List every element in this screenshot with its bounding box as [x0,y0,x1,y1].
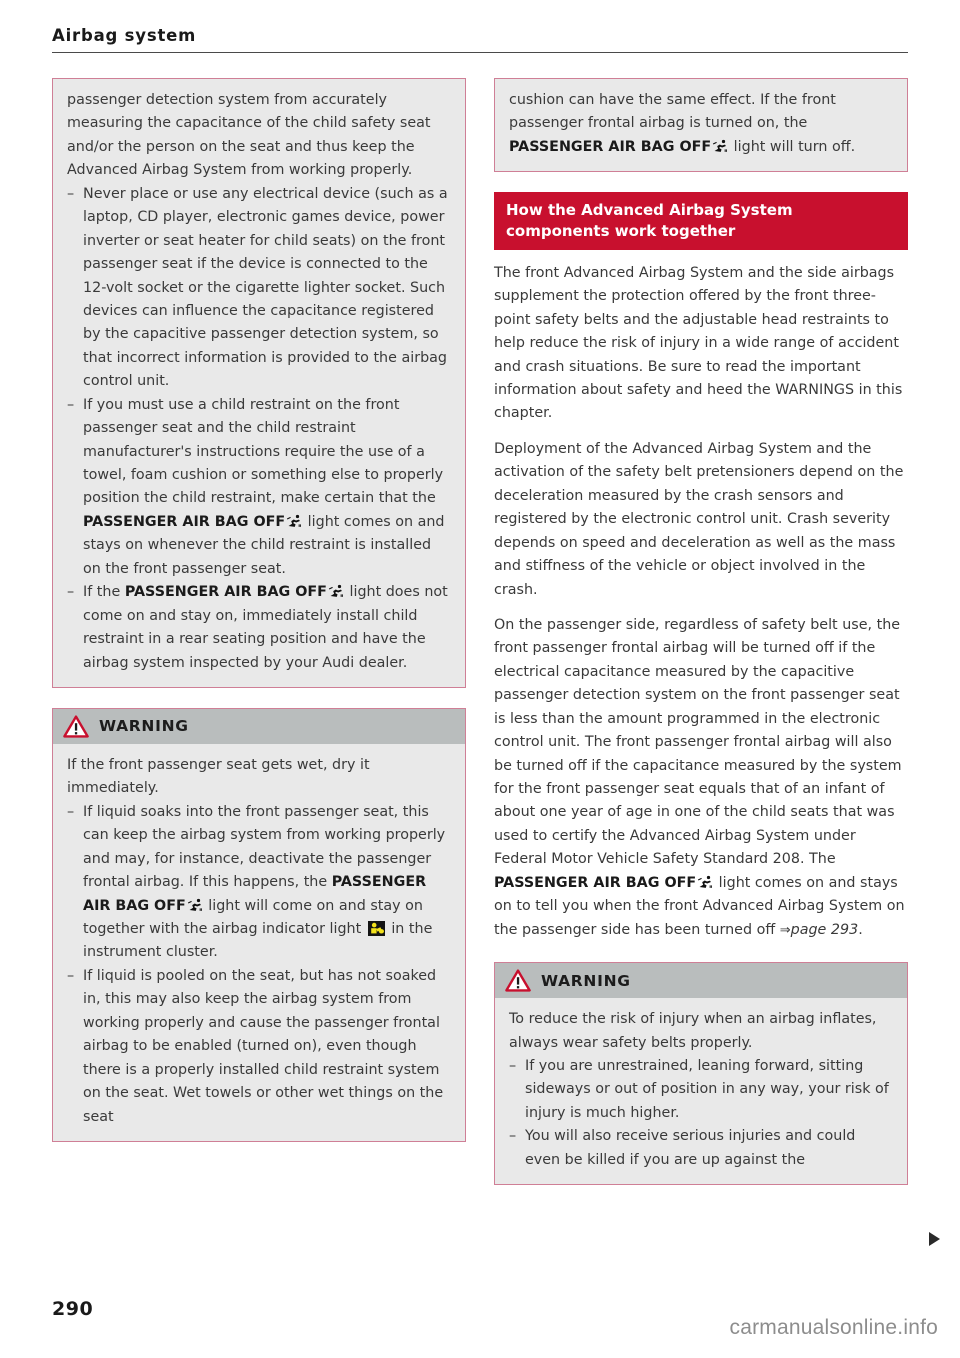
note-bullet-3-text [83,581,451,675]
note-box-body [53,79,465,687]
warning-right-bullet-2 [509,1125,893,1172]
note-box-right-body [495,79,907,171]
warning-header [495,963,907,998]
spacer [52,688,466,708]
note-bullet-3-post: light does not come on and stay on, immediately install child restraint in a rear seating position and have the airbag system inspected by your Audi dealer. [83,584,448,671]
note-right-pre: cushion can have the same effect. If the front passenger frontal airbag is turned on, the [509,92,836,132]
note-bullet-1 [67,183,451,394]
note-intro-paragraph: passenger detection system from accurately measuring the capacitance of the child safety seat and/or the person on the seat and thus keep the Advanced Airbag System from working properly. [67,92,431,179]
warning-intro: If the front passenger seat gets wet, dry it immediately. [67,756,370,797]
note-bullet-2-pre: If you must use a child restraint on the front passenger seat and the child restraint manufacturer's instructions require the use of a towel, foam cushion or something else to properly position the child restraint, make certain that the [83,396,444,507]
dash-marker: – [509,1128,517,1145]
note-box-continued [52,78,466,688]
left-column [52,78,466,1185]
note-bullet-2-post: light comes on and stays on whenever the child restraint is installed on the front passenger seat. [83,513,445,577]
two-column-layout [52,78,908,1185]
header-rule [52,52,908,53]
dash-marker: – [509,1057,517,1074]
site-watermark: carmanualsonline.info [729,1316,938,1339]
warning-box-left [52,708,466,1142]
body-paragraph-1: The front Advanced Airbag System and the side airbags supplement the protection offered by the front three-point safety belts and the adjustable head restraints to help reduce the risk of injury in a wide range of accident and crash situations. Be sure to read the important information about safety and heed the WARNINGS in this chapter. [494,264,903,422]
pabo-label: PASSENGER AIR BAG OFF [494,874,697,891]
note-right-paragraph [509,89,893,159]
pabo-label: PASSENGER AIR BAG OFF [509,138,712,155]
right-column [494,78,908,1185]
pabo-label: PASSENGER AIR BAG OFF [83,513,286,530]
dash-marker: – [67,396,75,413]
section-heading-bar: How the Advanced Airbag System components work together [494,192,908,250]
continuation-arrow-icon [929,1232,940,1246]
reference-arrow-icon: ⇒ [779,922,791,938]
passenger-airbag-off-icon [328,583,344,597]
passenger-airbag-off-icon [187,897,203,911]
warning-box-right-body [495,998,907,1184]
spacer [494,172,908,192]
pabo-label: PASSENGER AIR BAG OFF [124,584,327,601]
note-box-continued-right [494,78,908,172]
pabo-label: PASSENGER AIR BAG OFF [83,874,427,914]
passenger-para-pre: On the passenger side, regardless of safety belt use, the front passenger frontal airbag will be turned off if the electrical capacitance measured by the capacitive passenger detection system on the front passenger seat is less than the amount programmed in the electronic control unit. The front passenger frontal airbag will also be turned off if the capacitance measured by the system for the front passenger seat equals that of an infant of about one year of age in one of the child seats that was used to certify the Advanced Airbag System under Federal Motor Vehicle Safety Standard 208. The [494,616,902,868]
warning-right-intro: To reduce the risk of injury when an airbag inflates, always wear safety belts properly. [509,1011,877,1051]
dash-marker: – [67,967,75,984]
warning-label: WARNING [541,971,631,990]
warning-bullet-2-text: If liquid is pooled on the seat, but has not soaked in, this may also keep the airbag system from working properly and cause the passenger frontal airbag to be enabled (turned on), even though there is a properly installed child restraint system on the seat. Wet towels or other wet things on the seat [83,967,444,1125]
warning-label: WARNING [99,717,189,736]
warning-box-right [494,962,908,1185]
spacer [494,426,908,438]
warning-box-left-body [53,744,465,1141]
warning-right-bullet-1 [509,1055,893,1125]
passenger-para-post: light comes on and stays on to tell you when the front Advanced Airbag System on the passenger side has been turned off [494,874,905,938]
spacer [494,602,908,614]
spacer [494,942,908,962]
warning-bullet-1-post: in the instrument cluster. [83,921,433,961]
note-bullet-3-pre: If the [83,584,125,601]
page-reference-link[interactable]: page 293 [790,921,859,938]
note-bullet-3 [67,581,451,675]
warning-bullet-1-mid: light will come on and stay on together with the airbag indicator light [83,897,423,937]
spacer [494,250,908,262]
dash-marker: – [67,803,75,820]
passenger-airbag-off-icon [712,138,728,152]
body-paragraph-3 [494,614,908,942]
warning-right-bullet-2-text: You will also receive serious injuries and could even be killed if you are up against the [525,1128,856,1168]
dash-marker: – [67,185,75,202]
note-right-post: light will turn off. [729,138,856,155]
warning-triangle-icon [63,715,89,738]
note-bullet-2-text [83,394,451,582]
page-title: Airbag system [52,26,197,45]
passenger-para-end: . [858,921,863,938]
passenger-airbag-off-icon [286,513,302,527]
warning-bullet-1 [67,801,451,965]
page-header [52,26,908,53]
airbag-indicator-icon [368,921,385,936]
note-bullet-1-text: Never place or use any electrical device (such as a laptop, CD player, electronic games device, power inverter or seat heater for child seats) on the front passenger seat if the device is connected to the 12-volt socket or the cigarette lighter socket. Such devices can influence the capacitance registered by the capacitive passenger detection system, so that incorrect information is provided to the airbag control unit. [83,185,448,390]
body-paragraph-2: Deployment of the Advanced Airbag System and the activation of the safety belt pretensioners depend on the deceleration measured by the crash sensors and registered by the electronic control unit. Crash severity depends on speed and deceleration as well as the mass and stiffness of the vehicle or object involved in the crash. [494,440,904,598]
page-number: 290 [52,1298,94,1320]
warning-bullet-1-pre: If liquid soaks into the front passenger seat, this can keep the airbag system from working properly and may, for instance, deactivate the passenger frontal airbag. If this happens, the [83,803,446,891]
note-bullet-2 [67,394,451,582]
warning-bullet-1-text [83,801,451,965]
dash-marker: – [67,584,75,601]
warning-bullet-2 [67,965,451,1129]
warning-right-bullet-1-text: If you are unrestrained, leaning forward, sitting sideways or out of position in any way, your risk of injury is much higher. [525,1057,889,1121]
warning-header [53,709,465,744]
passenger-airbag-off-icon [697,874,713,888]
warning-triangle-icon [505,969,531,992]
